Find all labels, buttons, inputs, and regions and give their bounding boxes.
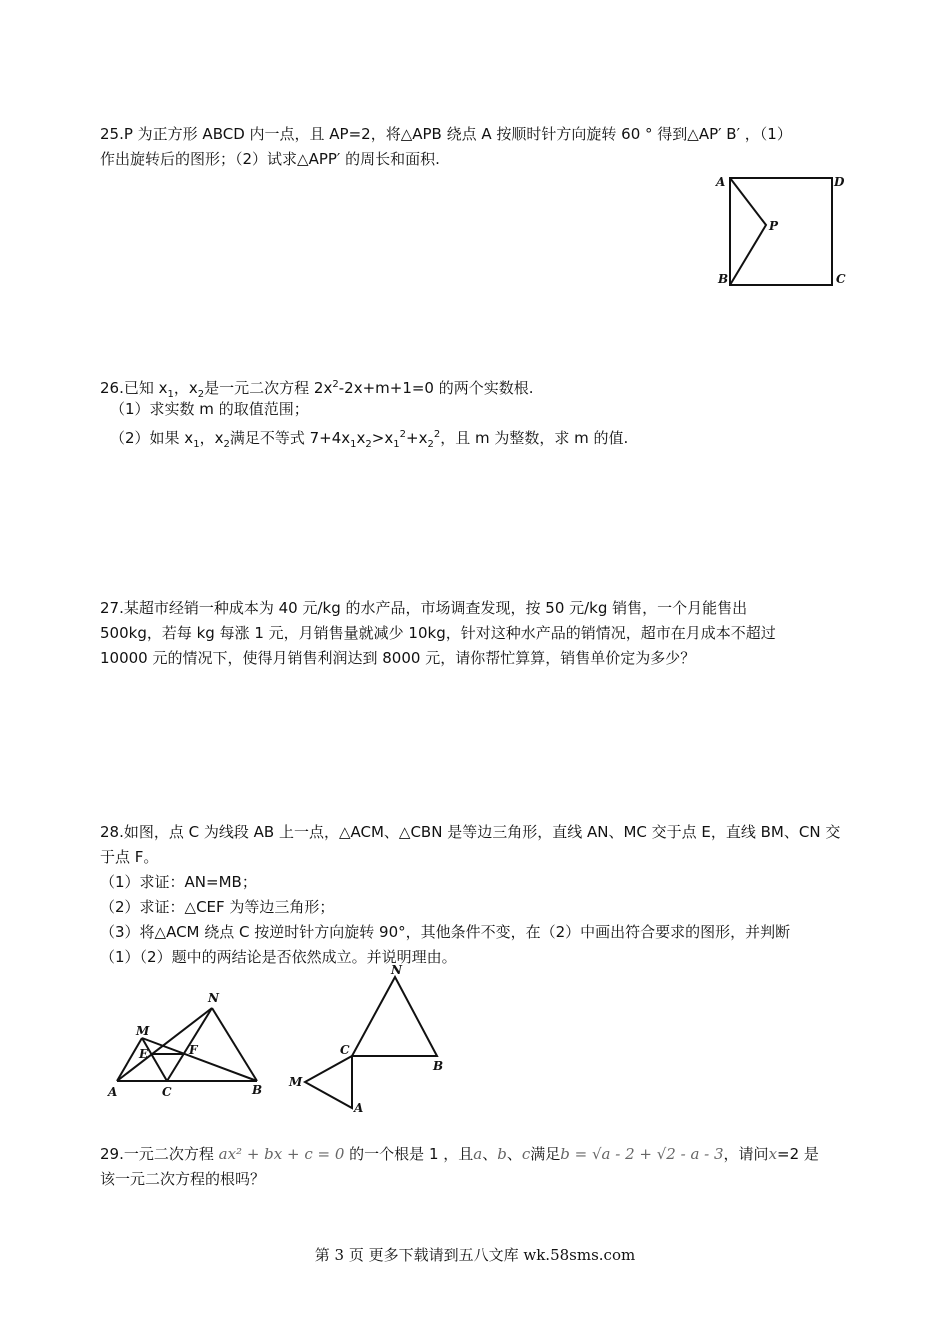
q27-line2: 500kg，若每 kg 每涨 1 元，月销售量就减少 10kg，针对这种水产品的销情况，超市在月成本不超过 [100, 624, 776, 642]
fig1-label-m: M [136, 1024, 150, 1038]
q28-part2: （2）求证：△CEF 为等边三角形； [100, 898, 335, 916]
segment-an [117, 1008, 212, 1081]
fig1-label-f: F [189, 1043, 198, 1057]
fig2-label-c: C [340, 1043, 350, 1057]
square-abcd-figure [710, 170, 860, 292]
triangles-figure-1 [100, 985, 275, 1100]
page-footer: 第 3 页 更多下载请到五八文库 wk.58sms.com [314, 1246, 636, 1264]
q29-equation: ax² + bx + c = 0 [218, 1145, 345, 1163]
triangle-cbn [352, 977, 437, 1056]
q25-line1: 25.P 为正方形 ABCD 内一点，且 AP=2，将△APB 绕点 A 按顺时针方向旋转 60 ° 得到△AP′ B′ ，（1） [100, 125, 792, 143]
fig2-label-b: B [433, 1059, 444, 1073]
q28-part3a: （3）将△ACM 绕点 C 按逆时针方向旋转 90°，其他条件不变，在（2）中画出符合要求的图形，并判断 [100, 923, 791, 941]
q26-line1: 26.已知 $x_1$，$x_2$是一元二次方程 $2x^2-2x+m+1=0$ 的两个实数根. [100, 379, 534, 400]
segments-ap-pb [730, 178, 766, 285]
q26-part2: （2）如果 $x_1$，$x_2$满足不等式 $7+4x_1x_2>x_1^2+x_2^2$，且 m 为整数，求 m 的值. [110, 429, 629, 450]
q28-part1: （1）求证：AN=MB； [100, 873, 257, 891]
q29-line2: 该一元二次方程的根吗？ [100, 1170, 266, 1188]
q28-line1: 28.如图，点 C 为线段 AB 上一点，△ACM、△CBN 是等边三角形，直线 AN、MC 交于点 E，直线 BM、CN 交 [100, 823, 841, 841]
triangles-figure-2 [285, 960, 460, 1120]
label-p: P [769, 219, 779, 233]
q28-line2: 于点 F。 [100, 848, 159, 866]
q25-line2: 作出旋转后的图形；（2）试求△APP′ 的周长和面积. [100, 150, 440, 168]
q27-line3: 10000 元的情况下，使得月销售利润达到 8000 元，请你帮忙算算，销售单价定为多少？ [100, 649, 696, 667]
q26-part1: （1）求实数 m 的取值范围； [110, 400, 309, 418]
square-abcd [730, 178, 832, 285]
fig2-label-m: M [289, 1075, 303, 1089]
q29-line1: 29.一元二次方程 ax² + bx + c = 0 的一个根是 1 ，且a、b、c满足b = √a - 2 + √2 - a - 3，请问x=2 是 [100, 1145, 819, 1163]
fig1-label-c: C [162, 1085, 172, 1099]
segment-nb [212, 1008, 257, 1081]
label-d: D [834, 175, 845, 189]
segment-mb [142, 1038, 257, 1081]
fig2-label-a: A [354, 1101, 364, 1115]
fig1-label-e: E [139, 1047, 149, 1061]
fig1-label-b: B [252, 1083, 263, 1097]
label-a: A [716, 175, 726, 189]
fig1-label-a: A [108, 1085, 118, 1099]
q29-condition: b = √a - 2 + √2 - a - 3 [560, 1145, 724, 1163]
label-b: B [718, 272, 729, 286]
q27-line1: 27.某超市经销一种成本为 40 元/kg 的水产品，市场调查发现，按 50 元/kg 销售，一个月能售出 [100, 599, 748, 617]
fig2-label-n: N [391, 963, 402, 977]
triangle-acm [305, 1056, 352, 1108]
label-c: C [836, 272, 846, 286]
q28-part3b: （1）（2）题中的两结论是否依然成立。并说明理由。 [100, 948, 457, 966]
fig1-label-n: N [208, 991, 219, 1005]
